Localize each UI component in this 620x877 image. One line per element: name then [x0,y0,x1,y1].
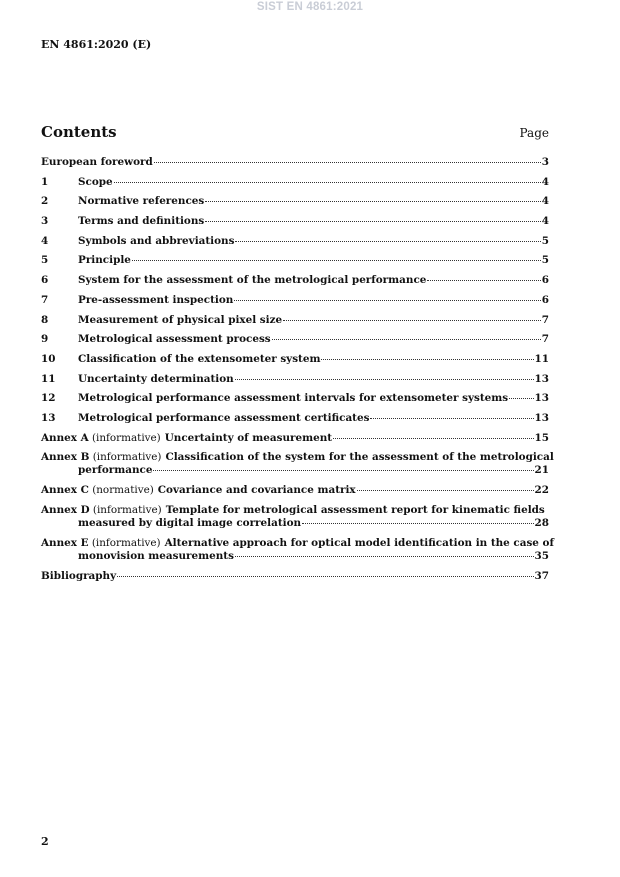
dot-leader [235,241,540,242]
toc-entry-annex-b[interactable] [41,451,554,484]
toc-entry-page: 7 [541,333,549,346]
toc-entry-title: System for the assessment of the metrological performance [78,274,427,287]
toc-entry-title: Metrological performance assessment intervals for extensometer systems [78,392,509,405]
annex-label: Annex E (informative) [41,537,161,549]
dot-leader [205,221,540,222]
toc-entry-page: 21 [534,464,549,477]
toc-entry-page: 6 [541,274,549,287]
toc-entry-page: 22 [534,484,549,497]
toc-entry-page: 5 [541,234,549,247]
toc-entry-number: 7 [41,293,49,306]
toc-entry-5[interactable] [41,254,549,274]
toc-entry-title: Uncertainty determination [78,372,234,385]
dot-leader [357,490,534,491]
toc-entry-page: 13 [534,392,549,405]
dot-leader [283,320,541,321]
toc-entry-title: Classification of the system for the assessment of the metrological [165,451,554,464]
contents-heading: Contents [41,123,117,141]
page-number: 2 [41,835,49,848]
toc-entry-title: Symbols and abbreviations [78,234,235,247]
page-column-label: Page [519,126,549,140]
dot-leader [509,398,533,399]
dot-leader [205,201,541,202]
toc-entry-number: 6 [41,274,49,287]
toc-entry-3[interactable] [41,215,549,235]
dot-leader [302,523,533,524]
toc-entry-number: 1 [41,175,49,188]
dot-leader [333,438,533,439]
annex-label: Annex C (normative) [41,484,154,497]
toc-entry-title: Alternative approach for optical model identification in the case of [164,537,554,549]
toc-entry-10[interactable] [41,353,549,373]
toc-entry-4[interactable] [41,235,549,255]
dot-leader [234,300,540,301]
toc-entry-11[interactable] [41,373,549,393]
toc-entry-9[interactable] [41,333,549,353]
toc-entry-number: 5 [41,254,49,267]
dot-leader [272,339,541,340]
toc-entry-8[interactable] [41,314,549,334]
toc-entry-title: Bibliography [41,570,117,582]
toc-entry-page: 37 [534,570,549,582]
toc-entry-page: 7 [541,313,549,326]
toc-entry-title: Uncertainty of measurement [164,431,333,444]
dot-leader [132,260,541,261]
toc-entry-7[interactable] [41,294,549,314]
dot-leader [117,576,533,577]
toc-entry-page: 15 [534,431,549,444]
dot-leader [370,418,533,419]
toc-entry-page: 13 [534,411,549,424]
toc-entry-title: Metrological performance assessment certificates [78,411,370,424]
toc-entry-annex-a[interactable] [41,432,549,452]
annex-label: Annex D (informative) [41,504,162,516]
toc-entry-number: 4 [41,234,49,247]
toc-entry-title: Metrological assessment process [78,333,271,346]
annex-label: Annex A (informative) [41,431,161,444]
dot-leader [321,359,533,360]
toc-entry-title: Normative references [78,195,205,208]
dot-leader [114,182,541,183]
toc-entry-title: Pre-assessment inspection [78,293,234,306]
toc-entry-page: 4 [541,175,549,188]
toc-entry-title: Principle [78,254,131,267]
toc-entry-page: 4 [541,215,549,228]
watermark: SIST EN 4861:2021 [256,1,364,13]
document-id: EN 4861:2020 (E) [41,38,152,51]
toc-entry-number: 10 [41,352,56,365]
toc-entry-2[interactable] [41,195,549,215]
toc-entry-page: 5 [541,254,549,267]
toc-entry-title: Template for metrological assessment report for kinematic fields [165,504,545,516]
toc-entry-bibliography[interactable] [41,570,549,590]
toc-entry-foreword[interactable] [41,156,549,176]
toc-entry-title: European foreword [41,156,153,168]
toc-entry-page: 3 [541,156,549,168]
toc-entry-title-continued: measured by digital image correlation [78,517,302,529]
toc-entry-title: Scope [78,175,113,188]
toc-entry-annex-c[interactable] [41,484,549,504]
toc-entry-number: 8 [41,313,49,326]
toc-entry-title: Terms and definitions [78,215,205,228]
dot-leader [235,556,534,557]
toc-entry-number: 11 [41,372,56,385]
annex-label: Annex B (informative) [41,451,162,464]
toc-entry-number: 2 [41,195,49,208]
toc-entry-page: 11 [534,352,549,365]
dot-leader [235,379,534,380]
toc-entry-number: 3 [41,215,49,228]
toc-entry-annex-d[interactable] [41,504,549,537]
toc-entry-page: 13 [534,372,549,385]
toc-entry-1[interactable] [41,176,549,196]
dot-leader [427,280,540,281]
toc-entry-page: 4 [541,195,549,208]
toc-entry-title-continued: monovision measurements [78,550,234,562]
toc-entry-13[interactable] [41,412,549,432]
table-of-contents [41,156,554,590]
toc-entry-page: 28 [534,517,549,529]
toc-entry-annex-e[interactable] [41,537,554,570]
toc-entry-page: 6 [541,293,549,306]
toc-entry-12[interactable] [41,392,549,412]
toc-entry-title: Covariance and covariance matrix [157,484,356,497]
toc-entry-page: 35 [534,550,549,562]
toc-entry-number: 13 [41,411,56,424]
toc-entry-title: Classification of the extensometer system [78,352,321,365]
toc-entry-title-continued: performance [78,464,153,477]
dot-leader [154,162,541,163]
toc-entry-number: 12 [41,392,56,405]
toc-entry-title: Measurement of physical pixel size [78,313,283,326]
toc-entry-number: 9 [41,333,49,346]
dot-leader [153,470,533,471]
toc-entry-6[interactable] [41,274,549,294]
